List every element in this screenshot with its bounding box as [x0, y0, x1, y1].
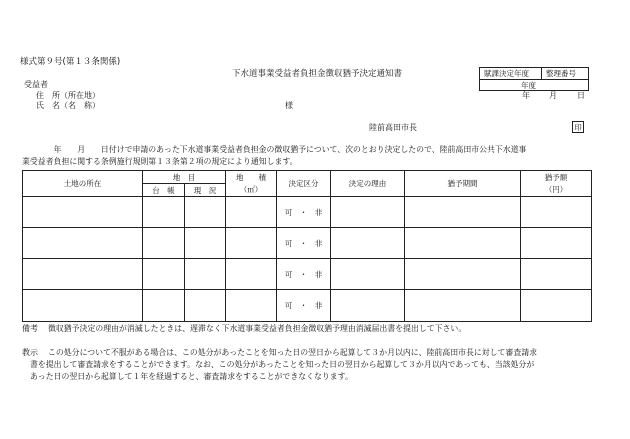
decision-cell: 可 ・ 非 [277, 228, 331, 259]
header-amount: 猶予額 [521, 171, 592, 184]
recipient-heading: 受益者 [24, 80, 48, 89]
decision-cell: 可 ・ 非 [277, 290, 331, 322]
table-row [23, 228, 592, 259]
table-row [23, 197, 592, 228]
date-month: 月 [549, 91, 557, 100]
issuer-name: 陸前高田市長 [369, 123, 417, 132]
body-text-line1: 年 月 日付けで申請のあった下水道事業受益者負担金の徴収猶予について、次のとおり決定したので、陸前高田市公共下水道事 [22, 145, 527, 154]
date-day: 日 [577, 91, 585, 100]
header-area: 地 積 [226, 171, 277, 184]
table-row [23, 290, 592, 322]
header-period: 猶予期間 [405, 171, 521, 197]
name-label: 氏 名（名 称） [36, 101, 100, 110]
remarks-text: 徴収猶予決定の理由が消滅したときは、遅滞なく下水道事業受益者負担金徴収猶予理由消滅届出書を提出して下さい。 [48, 324, 467, 333]
header-genkyo: 現 況 [185, 184, 226, 197]
address-label: 住 所（所在地） [36, 91, 100, 100]
honorific: 様 [285, 101, 293, 110]
decision-cell: 可 ・ 非 [277, 259, 331, 290]
deferral-table [22, 170, 592, 322]
table-row [23, 259, 592, 290]
instruction-line2: 書を提出して審査請求をすることができます。なお、この処分があったことを知った日の翌日から起算して３か月以内であっても、当該処分が [30, 360, 535, 369]
instruction-label: 教示 [22, 348, 38, 357]
form-number: 様式第９号(第１３条関係) [20, 57, 121, 67]
fiscal-year-label: 年度 [521, 81, 536, 90]
instruction-line1: この処分について不服がある場合は、この処分があったことを知った日の翌日から起算して３か月以内に、陸前高田市長に対して審査請求 [48, 348, 537, 357]
decision-cell: 可 ・ 非 [277, 197, 331, 228]
header-decision: 決定区分 [277, 171, 331, 197]
header-reason: 決定の理由 [331, 171, 405, 197]
instruction-line3: あった日の翌日から起算して１年を経過すると、審査請求をすることができなくなります。 [30, 372, 353, 381]
header-location: 土地の所在 [23, 171, 143, 197]
assessment-year-label: 賦課決定年度 [484, 69, 529, 78]
body-text-line2: 業受益者負担に関する条例施行規則第１３条第２項の規定により通知します。 [22, 157, 298, 166]
seal-mark: 印 [572, 121, 584, 133]
header-area-unit: （㎡） [226, 184, 277, 197]
date-year: 年 [522, 91, 530, 100]
header-amount-unit: （円） [521, 184, 592, 197]
header-chimoku: 地 目 [143, 171, 226, 184]
header-daicho: 台 帳 [143, 184, 185, 197]
document-title: 下水道事業受益者負担金徴収猶予決定通知書 [232, 69, 403, 79]
reference-number-label: 整理番号 [546, 69, 576, 78]
remarks-label: 備考 [22, 324, 38, 333]
